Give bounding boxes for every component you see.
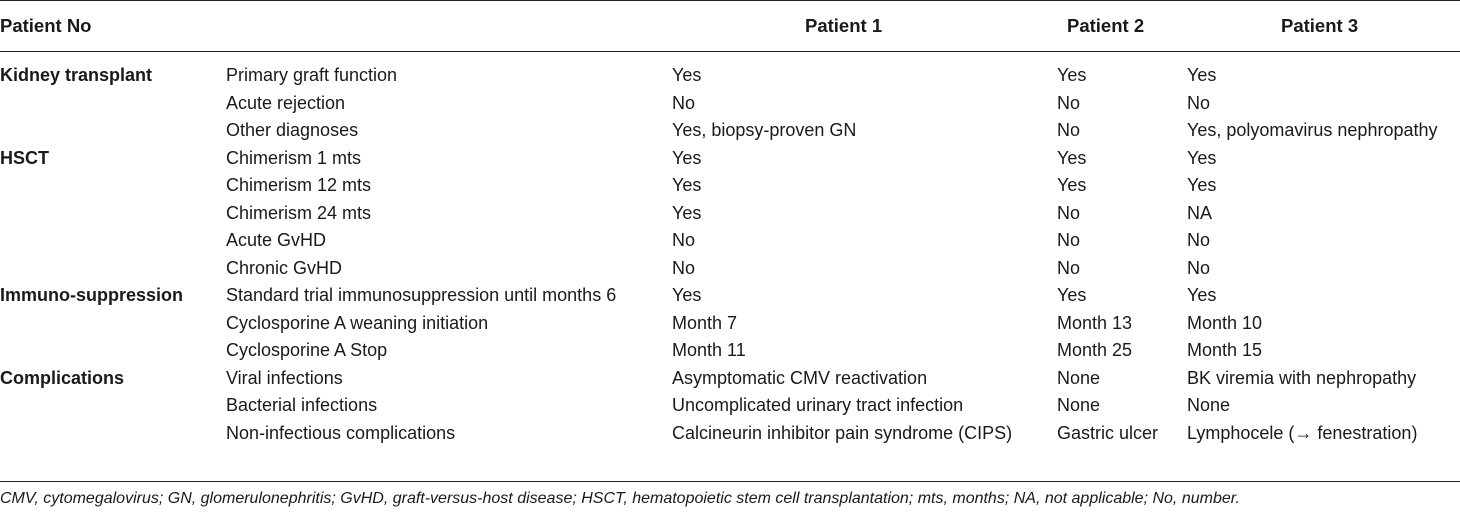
- row-section-label: Kidney transplant: [0, 65, 153, 85]
- row-item-label: Bacterial infections: [226, 395, 378, 415]
- row-patient-1-value: No: [672, 92, 696, 113]
- row-patient-1-value: Month 11: [672, 340, 746, 360]
- row-patient-3-value: BK viremia with nephropathy: [1187, 367, 1417, 388]
- table-header-rule: [0, 51, 1460, 52]
- row-item-label: Other diagnoses: [226, 120, 359, 140]
- row-patient-1-value: Calcineurin inhibitor pain syndrome (CIPS): [672, 422, 1013, 443]
- row-patient-1-value: Yes: [672, 285, 702, 305]
- row-patient-2-value: Month 13: [1057, 312, 1133, 333]
- row-item-label: Standard trial immunosuppression until months 6: [226, 285, 617, 305]
- row-item-label: Chimerism 1 mts: [226, 147, 362, 168]
- row-patient-2-value: No: [1057, 230, 1081, 250]
- row-patient-1-value: Yes: [672, 202, 702, 223]
- row-item-label: Chimerism 12 mts: [226, 175, 372, 195]
- row-item-label: Acute rejection: [226, 92, 346, 113]
- row-patient-1-value: Asymptomatic CMV reactivation: [672, 367, 928, 388]
- table-footnote: CMV, cytomegalovirus; GN, glomerulonephritis; GvHD, graft-versus-host disease; HSCT, hematopoietic stem cell transplantation; mts, months; NA, not applicable; No, number.: [0, 490, 1240, 507]
- row-patient-2-value: No: [1057, 92, 1081, 113]
- row-item-label: Non-infectious complications: [226, 422, 456, 443]
- row-item-label: Chronic GvHD: [226, 257, 343, 278]
- row-patient-2-value: None: [1057, 395, 1101, 415]
- row-section-label: Immuno-suppression: [0, 285, 184, 305]
- row-patient-3-value: NA: [1187, 202, 1213, 223]
- row-patient-3-value: Yes: [1187, 285, 1217, 305]
- row-item-label: Primary graft function: [226, 65, 398, 85]
- row-patient-3-value: No: [1187, 92, 1211, 113]
- row-patient-1-value: No: [672, 257, 696, 278]
- row-patient-2-value: No: [1057, 257, 1081, 278]
- row-patient-2-value: Month 25: [1057, 340, 1133, 360]
- header-patient-1: Patient 1: [805, 15, 883, 36]
- header-patient-2: Patient 2: [1067, 15, 1145, 36]
- row-patient-3-value: Month 10: [1187, 312, 1263, 333]
- row-item-label: Viral infections: [226, 367, 343, 388]
- row-item-label: Acute GvHD: [226, 230, 327, 250]
- row-patient-3-value: Yes: [1187, 175, 1217, 195]
- row-patient-2-value: No: [1057, 120, 1081, 140]
- row-patient-3-value: Yes, polyomavirus nephropathy: [1187, 120, 1438, 140]
- row-patient-3-value: Month 15: [1187, 340, 1263, 360]
- row-patient-3-value: Yes: [1187, 147, 1217, 168]
- header-patient-no: Patient No: [0, 15, 92, 36]
- row-item-label: Cyclosporine A weaning initiation: [226, 312, 489, 333]
- row-patient-3-value: Lymphocele (→ fenestration): [1187, 422, 1418, 443]
- header-patient-3: Patient 3: [1281, 15, 1359, 36]
- row-patient-2-value: Yes: [1057, 285, 1087, 305]
- table-bottom-rule: [0, 481, 1460, 482]
- row-patient-1-value: Uncomplicated urinary tract infection: [672, 395, 964, 415]
- row-patient-1-value: Yes, biopsy-proven GN: [672, 120, 857, 140]
- row-patient-1-value: Yes: [672, 65, 702, 85]
- row-patient-2-value: Yes: [1057, 175, 1087, 195]
- row-patient-1-value: Yes: [672, 147, 702, 168]
- row-patient-3-value: Yes: [1187, 65, 1217, 85]
- table-top-rule: [0, 0, 1460, 1]
- row-patient-1-value: No: [672, 230, 696, 250]
- row-patient-3-value: No: [1187, 230, 1211, 250]
- row-section-label: Complications: [0, 367, 125, 388]
- row-patient-1-value: Month 7: [672, 312, 738, 333]
- row-patient-3-value: No: [1187, 257, 1211, 278]
- row-item-label: Chimerism 24 mts: [226, 202, 372, 223]
- row-patient-2-value: Yes: [1057, 147, 1087, 168]
- row-patient-1-value: Yes: [672, 175, 702, 195]
- row-patient-2-value: None: [1057, 367, 1101, 388]
- row-item-label: Cyclosporine A Stop: [226, 340, 388, 360]
- row-section-label: HSCT: [0, 147, 49, 168]
- row-patient-2-value: Yes: [1057, 65, 1087, 85]
- row-patient-2-value: Gastric ulcer: [1057, 422, 1159, 443]
- row-patient-2-value: No: [1057, 202, 1081, 223]
- row-patient-3-value: None: [1187, 395, 1231, 415]
